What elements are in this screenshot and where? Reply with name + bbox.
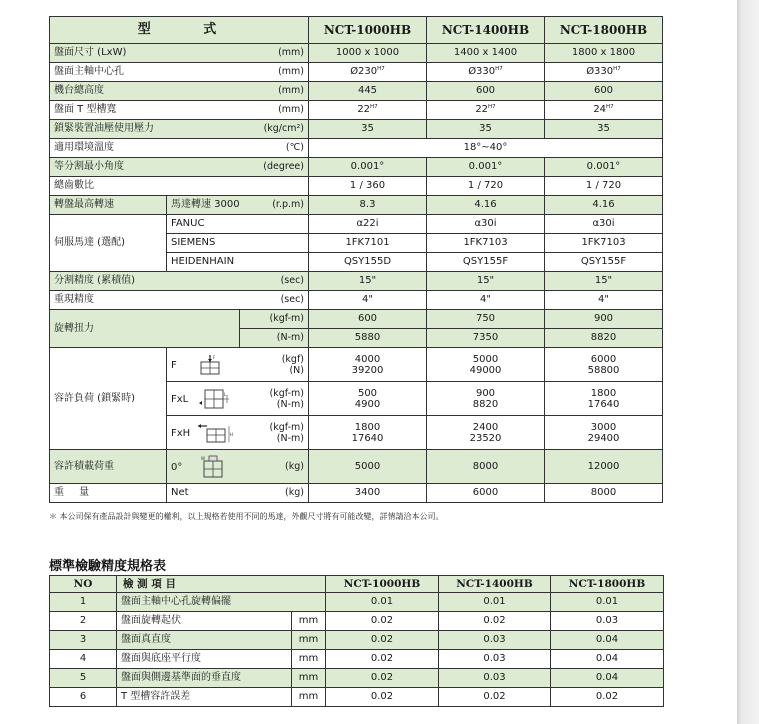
spec-row [50,450,663,484]
spec-unit: (mm) [240,63,309,82]
spec-unit: (mm) [240,101,309,120]
accuracy-item: 盤面與底座平行度 [117,650,292,669]
spec-value: 4000 39200 [309,348,427,382]
spec-sublabel: 馬達轉速 3000 [167,196,240,215]
spec-value: 1000 x 1000 [309,44,427,63]
spec-value: 4" [309,291,427,310]
spec-label: 鎖緊裝置油壓使用壓力 [50,120,240,139]
spec-value: QSY155D [309,253,427,272]
table-load-diagram-icon [200,455,228,479]
spec-value: 35 [545,120,663,139]
accuracy-item: 盤面旋轉起伏 [117,612,292,631]
accuracy-value: 0.01 [551,593,664,612]
spec-header-model: 型 式 [50,17,309,44]
spec-sublabel [167,382,240,416]
accuracy-unit: mm [292,669,326,688]
spec-value: 900 [545,310,663,329]
accuracy-value: 0.01 [439,593,551,612]
spec-unit: (kgf-m) [240,310,309,329]
accuracy-value: 0.02 [439,688,551,707]
spec-label: 伺服馬達 (選配) [50,215,167,272]
spec-sublabel: HEIDENHAIN [167,253,309,272]
spec-row [50,82,663,101]
spec-value: 7350 [427,329,545,348]
accuracy-unit: mm [292,631,326,650]
spec-row [50,215,663,234]
spec-label: 總齒數比 [50,177,309,196]
accuracy-row [50,631,664,650]
spec-value: 1800 17640 [545,382,663,416]
spec-unit: (℃) [240,139,309,158]
spec-label: 盤面 T 型槽寬 [50,101,240,120]
accuracy-row [50,650,664,669]
accuracy-unit: mm [292,650,326,669]
spec-unit: (kgf) (N) [240,348,309,382]
spec-value: 8000 [427,450,545,484]
accuracy-value: 0.02 [326,669,439,688]
spec-value: 8820 [545,329,663,348]
accuracy-table [49,575,664,707]
spec-value: QSY155F [545,253,663,272]
spec-sublabel: SIEMENS [167,234,309,253]
accuracy-row [50,688,664,707]
spec-value: 8.3 [309,196,427,215]
spec-value: $24^{H7}$ [545,101,663,120]
spec-row [50,101,663,120]
accuracy-value: 0.04 [551,650,664,669]
accuracy-value: 0.02 [326,650,439,669]
accuracy-no: 3 [50,631,117,650]
spec-unit: (N-m) [240,329,309,348]
spec-label: 容許負荷 (鎖緊時) [50,348,167,450]
spec-value: α22i [309,215,427,234]
spec-value: 5000 49000 [427,348,545,382]
spec-value: 15" [427,272,545,291]
spec-unit: (kg) [240,450,309,484]
accuracy-value: 0.04 [551,631,664,650]
spec-value: $22^{H7}$ [309,101,427,120]
accuracy-item: 盤面與側邊基準面的垂直度 [117,669,292,688]
spec-value: 600 [545,82,663,101]
accuracy-value: 0.02 [551,688,664,707]
svg-text:L: L [224,391,227,397]
spec-value: $Ø230^{H7}$ [309,63,427,82]
accuracy-header-item: 檢 測 項 目 [117,576,326,593]
spec-value: 35 [309,120,427,139]
spec-value: α30i [545,215,663,234]
load-fxl-label: FxL [171,393,189,405]
spec-header-row [50,17,663,44]
spec-value: 1800 17640 [309,416,427,450]
accuracy-no: 1 [50,593,117,612]
accuracy-no: 6 [50,688,117,707]
spec-unit: (degree) [240,158,309,177]
accuracy-header-col-3: NCT-1800HB [551,576,664,593]
accuracy-value: 0.01 [326,593,439,612]
spec-value: 4.16 [545,196,663,215]
svg-text:F: F [212,354,216,360]
accuracy-unit: mm [292,688,326,707]
spec-value: 750 [427,310,545,329]
spec-value: 1FK7103 [545,234,663,253]
accuracy-value: 0.02 [326,688,439,707]
spec-unit: (kg) [240,484,309,503]
spec-label: 重 量 [50,484,167,503]
spec-value: 900 8820 [427,382,545,416]
spec-unit: (mm) [240,44,309,63]
spec-value: 1800 x 1800 [545,44,663,63]
spec-value: 6000 58800 [545,348,663,382]
spec-label: 適用環境溫度 [50,139,240,158]
spec-unit: (kgf-m) (N-m) [240,382,309,416]
accuracy-no: 5 [50,669,117,688]
spec-row [50,139,663,158]
accuracy-header-no: NO [50,576,117,593]
spec-table [49,16,663,503]
accuracy-value: 0.02 [326,631,439,650]
spec-value: 3400 [309,484,427,503]
spec-header-col-2: NCT-1400HB [427,17,545,44]
spec-value: 3000 29400 [545,416,663,450]
spec-label: 盤面尺寸 (LxW) [50,44,240,63]
spec-sublabel [167,348,240,382]
spec-value: 5000 [309,450,427,484]
spec-unit: (sec) [240,291,309,310]
page-edge-shadow [737,0,759,724]
spec-value: α30i [427,215,545,234]
spec-value: 1 / 360 [309,177,427,196]
spec-value: 0.001° [427,158,545,177]
accuracy-value: 0.03 [439,650,551,669]
tilting-load-diagram-icon [197,421,233,445]
spec-row [50,177,663,196]
accuracy-header-row [50,576,664,593]
accuracy-title: 標準檢驗精度規格表 [49,559,167,574]
spec-unit: (kgf-m) (N-m) [240,416,309,450]
spec-unit: (sec) [240,272,309,291]
load-fxh-label: FxH [171,427,191,439]
spec-sublabel: Net [167,484,240,503]
spec-value: 0.001° [545,158,663,177]
accuracy-no: 2 [50,612,117,631]
spec-value: 600 [427,82,545,101]
spec-row [50,44,663,63]
spec-sublabel [167,450,240,484]
spec-value: 1 / 720 [427,177,545,196]
spec-value: 1FK7103 [427,234,545,253]
accuracy-item: 盤面主軸中心孔旋轉偏擺 [117,593,326,612]
spec-value: 2400 23520 [427,416,545,450]
spec-value: 15" [309,272,427,291]
accuracy-item: T 型槽容許誤差 [117,688,292,707]
accuracy-row [50,612,664,631]
spec-value: 4" [545,291,663,310]
spec-row [50,158,663,177]
spec-sublabel: FANUC [167,215,309,234]
spec-value: 4.16 [427,196,545,215]
spec-label: 旋轉扭力 [50,310,240,348]
spec-value: $Ø330^{H7}$ [427,63,545,82]
spec-value: 1400 x 1400 [427,44,545,63]
load-f-label: F [171,359,177,371]
accuracy-value: 0.03 [439,669,551,688]
spec-value: 0.001° [309,158,427,177]
footnote: ＊ 本公司保有產品設計與變更的權利，以上規格若使用不同的馬達，外觀尺寸將有可能改變，詳情請洽本公司。 [49,512,444,521]
svg-text:H: H [230,431,234,437]
accuracy-item: 盤面真直度 [117,631,292,650]
spec-row [50,120,663,139]
spec-row [50,272,663,291]
vertical-load-diagram-icon [198,354,228,376]
spec-value: 1FK7101 [309,234,427,253]
spec-label: 重現精度 [50,291,240,310]
spec-value-merged: 18°~40° [309,139,663,158]
spec-unit: (r.p.m) [240,196,309,215]
spec-label: 分割精度 (累積值) [50,272,240,291]
moment-load-diagram-icon [197,387,231,411]
accuracy-value: 0.02 [439,612,551,631]
spec-value: 4" [427,291,545,310]
accuracy-no: 4 [50,650,117,669]
accuracy-value: 0.03 [439,631,551,650]
spec-value: $Ø330^{H7}$ [545,63,663,82]
spec-value: 15" [545,272,663,291]
spec-row [50,310,663,329]
spec-value: 1 / 720 [545,177,663,196]
spec-value: 5880 [309,329,427,348]
spec-label: 等分割最小角度 [50,158,240,177]
accuracy-value: 0.04 [551,669,664,688]
spec-label: 容許積載荷重 [50,450,167,484]
accuracy-unit: mm [292,612,326,631]
spec-row [50,196,663,215]
spec-unit: (kg/cm²) [240,120,309,139]
spec-row [50,348,663,382]
spec-value: 8000 [545,484,663,503]
spec-value: $22^{H7}$ [427,101,545,120]
spec-value: 35 [427,120,545,139]
spec-label: 機台總高度 [50,82,240,101]
spec-value: QSY155F [427,253,545,272]
spec-value: 6000 [427,484,545,503]
accuracy-row [50,593,664,612]
load-angle-label: 0° [171,461,183,473]
spec-label: 盤面主軸中心孔 [50,63,240,82]
accuracy-row [50,669,664,688]
spec-value: 445 [309,82,427,101]
spec-header-col-1: NCT-1000HB [309,17,427,44]
spec-label: 轉盤最高轉速 [50,196,167,215]
spec-header-col-3: NCT-1800HB [545,17,663,44]
accuracy-value: 0.03 [551,612,664,631]
accuracy-header-col-2: NCT-1400HB [439,576,551,593]
spec-value: 600 [309,310,427,329]
spec-value: 12000 [545,450,663,484]
accuracy-value: 0.02 [326,612,439,631]
spec-row [50,291,663,310]
spec-unit: (mm) [240,82,309,101]
accuracy-header-col-1: NCT-1000HB [326,576,439,593]
svg-text:W: W [200,455,205,461]
spec-sublabel [167,416,240,450]
spec-row [50,484,663,503]
spec-row [50,63,663,82]
spec-value: 500 4900 [309,382,427,416]
